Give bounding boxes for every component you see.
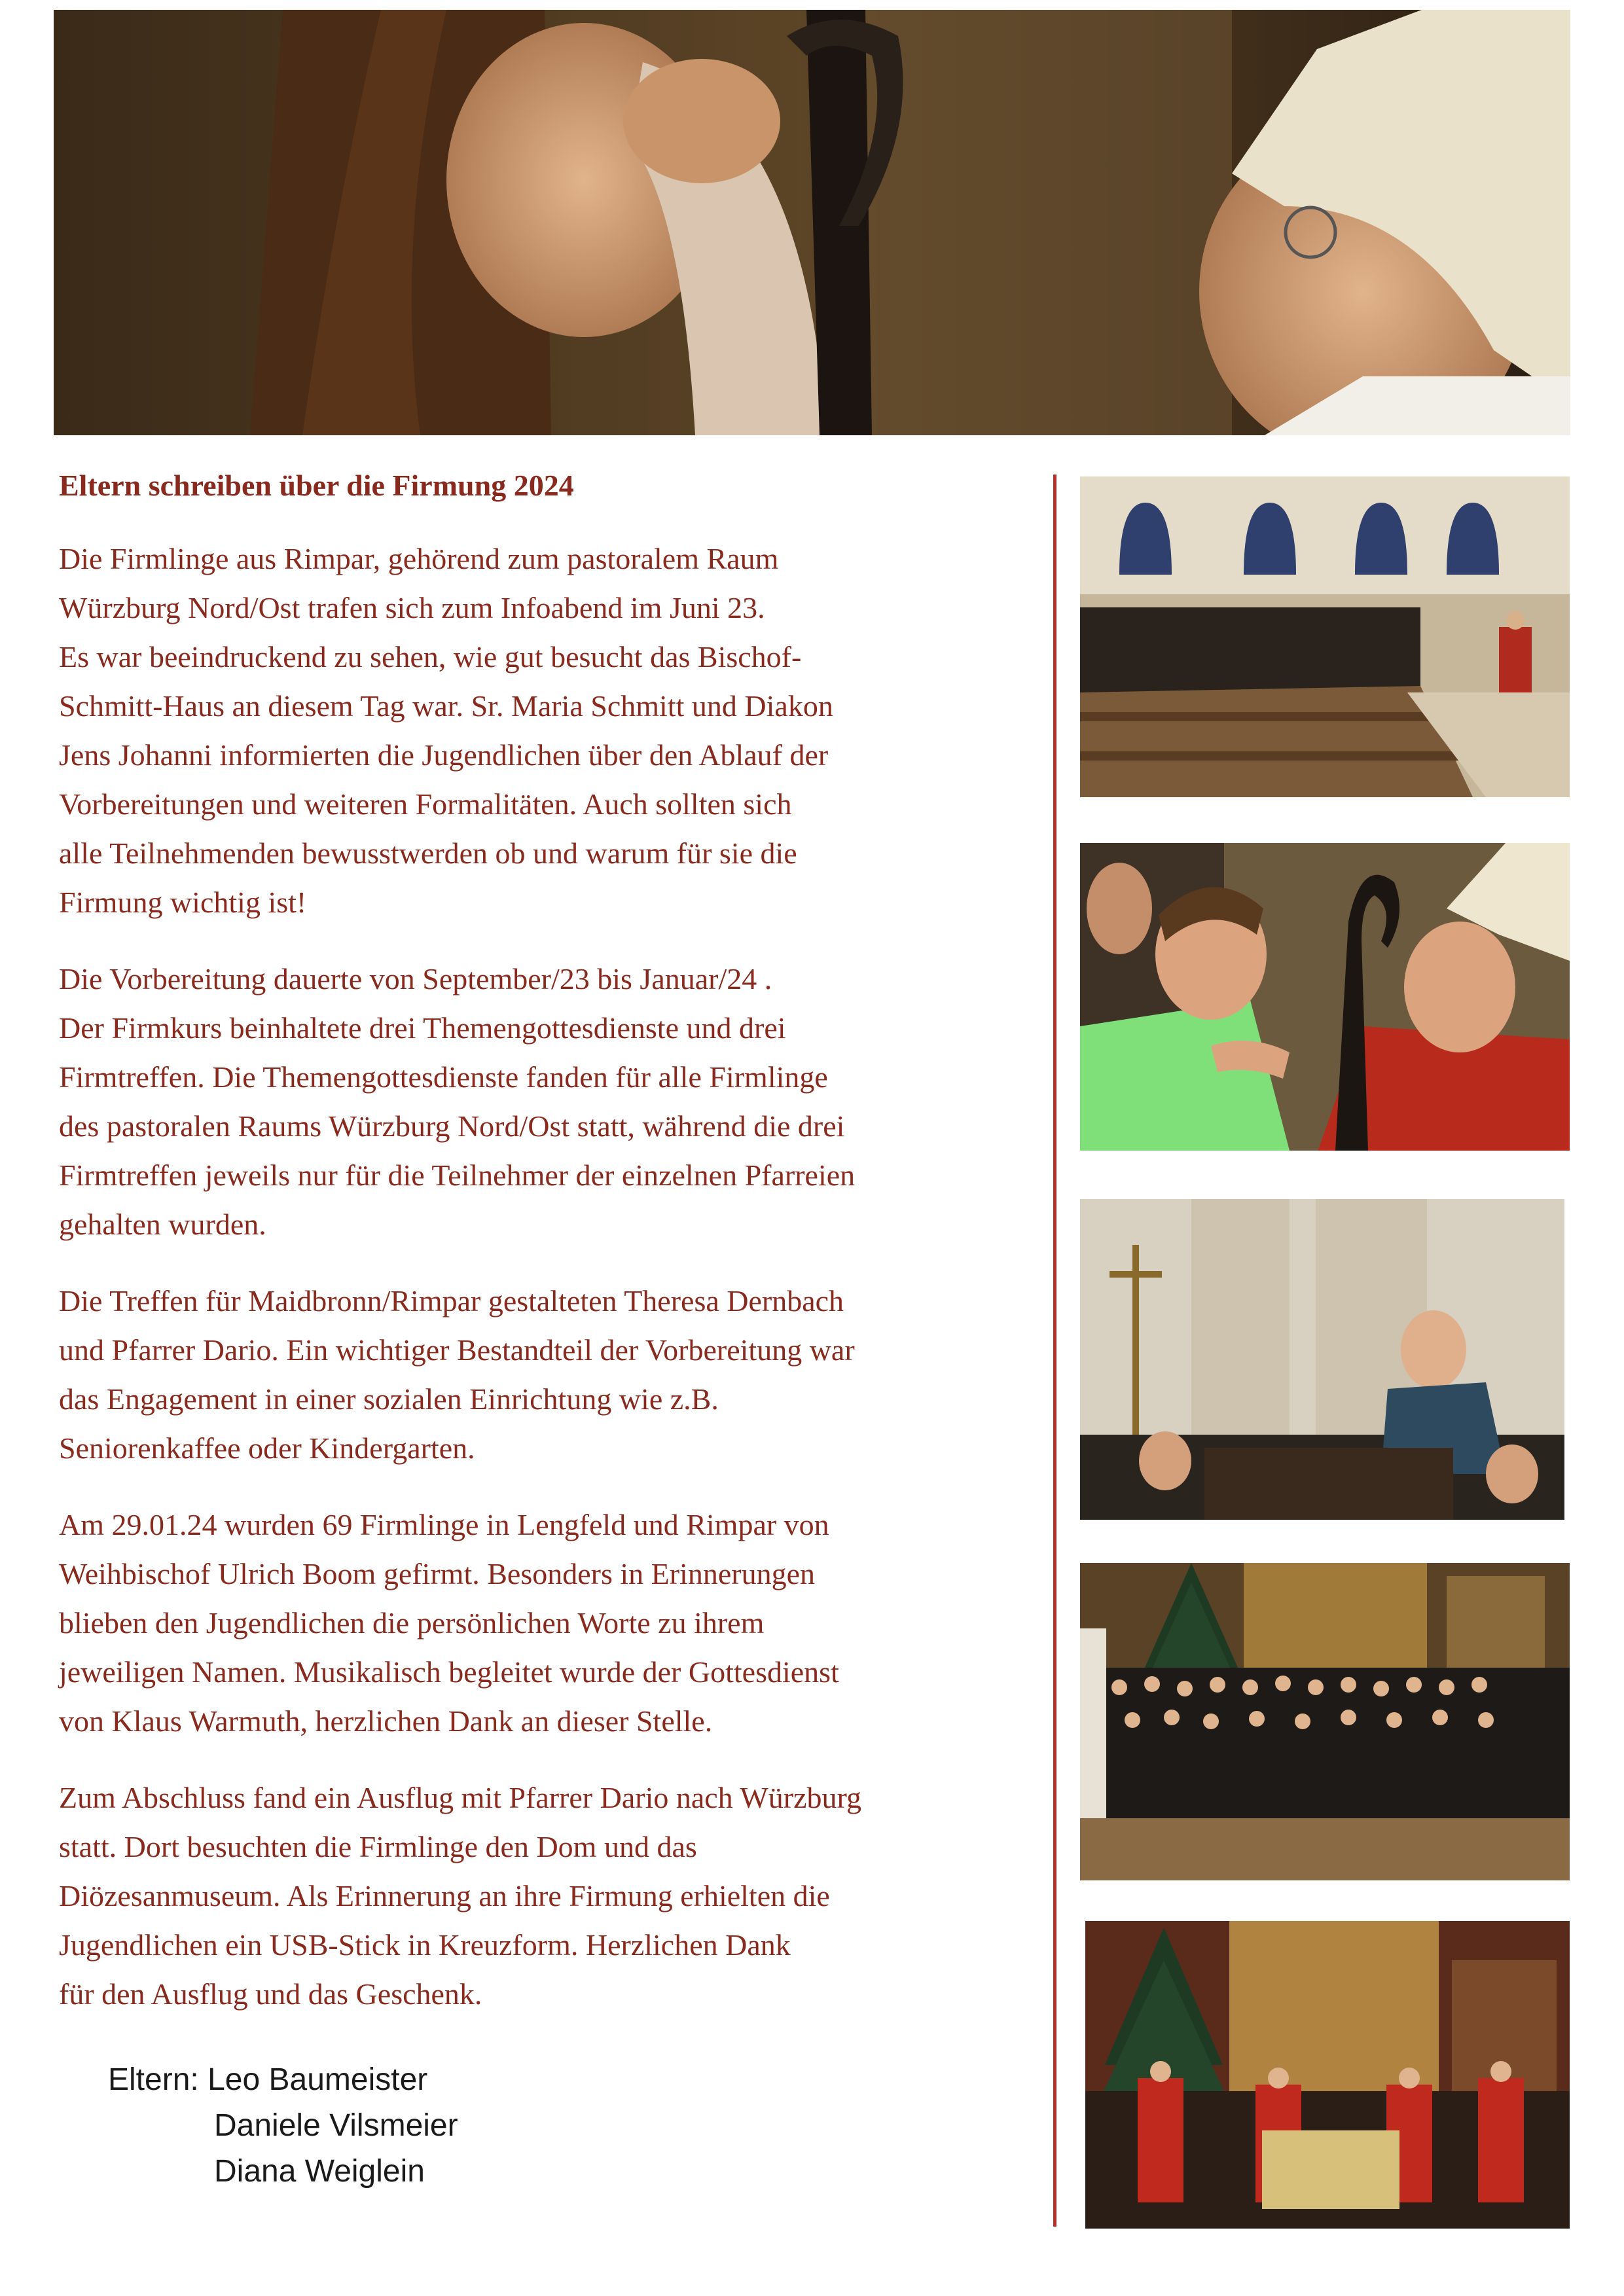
text-line: Schmitt-Haus an diesem Tag war. Sr. Maria Schmitt und Diakon [59,689,833,723]
text-line: Diözesanmuseum. Als Erinnerung an ihre Firmung erhielten die [59,1879,830,1912]
paragraph-treffen [59,1276,1034,1473]
photo-church-interior [1080,476,1570,797]
hero-photo-confirmation-anointing [54,10,1570,435]
article-headline: Eltern schreiben über die Firmung 2024 [59,469,574,502]
text-line: Firmtreffen jeweils nur für die Teilnehmer der einzelnen Pfarreien [59,1158,856,1192]
photo-girl-at-lectern [1080,1199,1564,1520]
text-line: für den Ausflug und das Geschenk. [59,1977,482,2011]
text-line: von Klaus Warmuth, herzlichen Dank an dieser Stelle. [59,1704,713,1738]
photo-group-altar-christmas-tree [1080,1563,1570,1880]
signature-name: Daniele Vilsmeier [214,2108,458,2143]
text-line: Der Firmkurs beinhaltete drei Themengottesdienste und drei [59,1011,786,1045]
text-line: Vorbereitungen und weiteren Formalitäten. Auch sollten sich [59,787,792,821]
text-line: Die Firmlinge aus Rimpar, gehörend zum pastoralem Raum [59,542,779,575]
text-line: Die Vorbereitung dauerte von September/23 bis Januar/24 . [59,962,772,996]
text-line: Es war beeindruckend zu sehen, wie gut besucht das Bischof- [59,640,802,673]
signature-name: Diana Weiglein [214,2154,425,2189]
paragraph-vorbereitung [59,954,1034,1249]
text-line: Die Treffen für Maidbronn/Rimpar gestalteten Theresa Dernbach [59,1284,844,1318]
vertical-divider [1053,475,1056,2227]
photo-confirmation-boy [1080,843,1570,1151]
text-line: Firmtreffen. Die Themengottesdienste fanden für alle Firmlinge [59,1060,828,1094]
text-line: Jens Johanni informierten die Jugendlichen über den Ablauf der [59,738,829,772]
paragraph-ausflug [59,1773,1034,2018]
article-body [59,465,1034,2046]
text-line: statt. Dort besuchten die Firmlinge den Dom und das [59,1830,697,1863]
text-line: Firmung wichtig ist! [59,886,307,919]
text-line: gehalten wurden. [59,1208,266,1241]
text-line: Zum Abschluss fand ein Ausflug mit Pfarrer Dario nach Würzburg [59,1781,861,1814]
text-line: Am 29.01.24 wurden 69 Firmlinge in Lengfeld und Rimpar von [59,1508,829,1541]
text-line: alle Teilnehmenden bewusstwerden ob und warum für sie die [59,836,797,870]
signature-block [108,2057,458,2195]
text-line: und Pfarrer Dario. Ein wichtiger Bestandteil der Vorbereitung war [59,1333,855,1367]
text-line: blieben den Jugendlichen die persönlichen Worte zu ihrem [59,1606,765,1640]
text-line: Jugendlichen ein USB-Stick in Kreuzform. Herzlichen Dank [59,1928,791,1962]
text-line: Seniorenkaffee oder Kindergarten. [59,1431,475,1465]
text-line: Weihbischof Ulrich Boom gefirmt. Besonders in Erinnerungen [59,1557,815,1590]
paragraph-firmung [59,1500,1034,1746]
text-line: des pastoralen Raums Würzburg Nord/Ost statt, während die drei [59,1109,845,1143]
photo-altar-celebration [1085,1921,1570,2229]
text-line: jeweiligen Namen. Musikalisch begleitet wurde der Gottesdienst [59,1655,839,1689]
signature-label: Eltern: Leo Baumeister [108,2062,428,2097]
text-line: das Engagement in einer sozialen Einrichtung wie z.B. [59,1382,719,1416]
text-line: Würzburg Nord/Ost trafen sich zum Infoabend im Juni 23. [59,591,765,624]
paragraph-infoabend [59,534,1034,927]
